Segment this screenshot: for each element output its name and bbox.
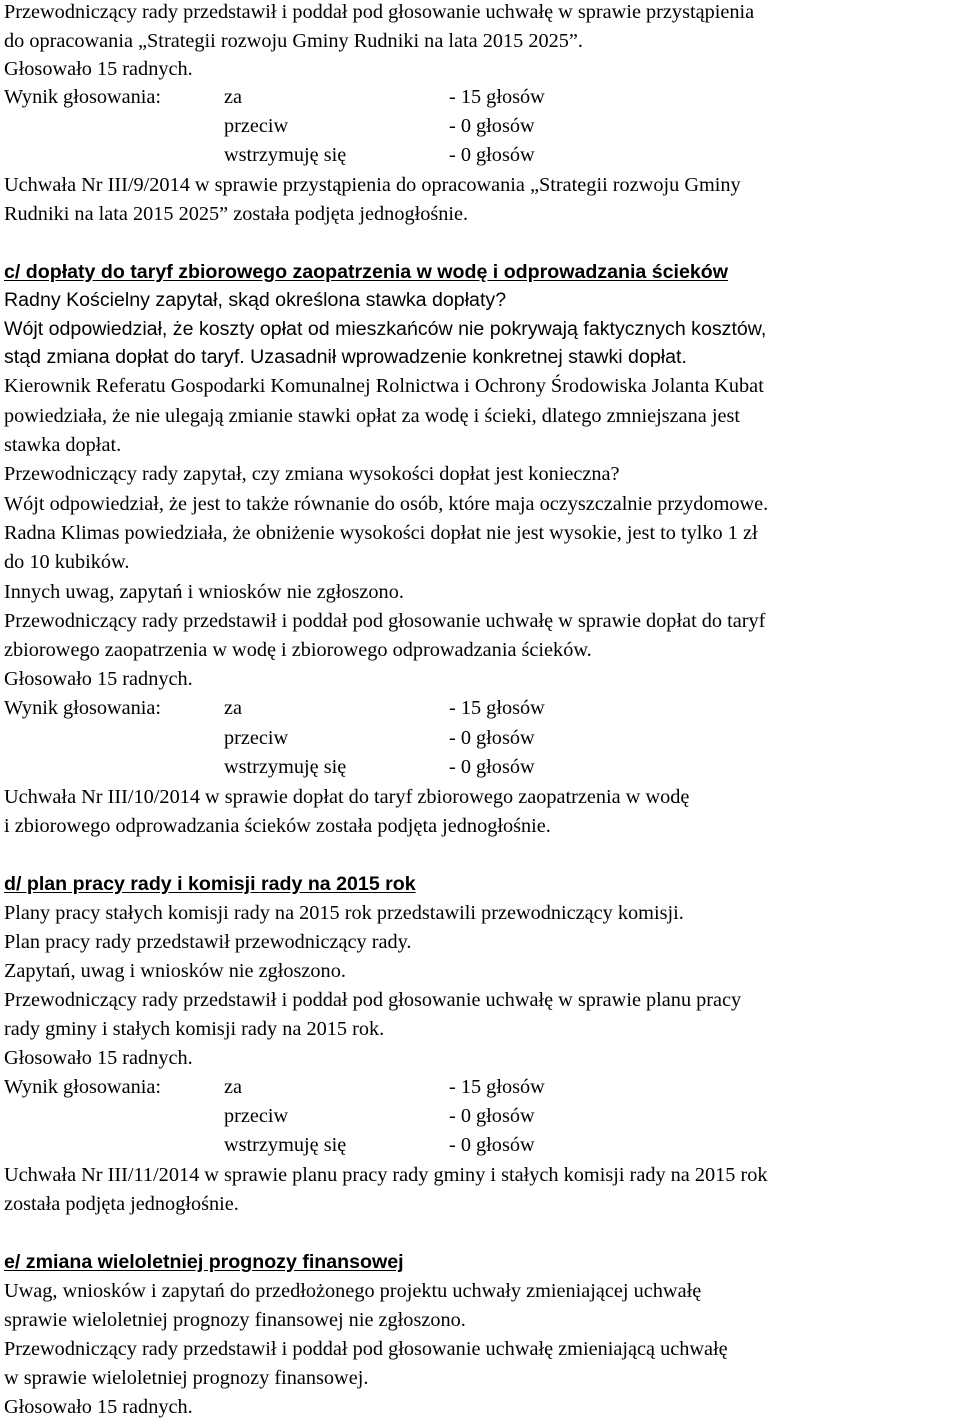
paragraph-line: Uwag, wniosków i zapytań do przedłożonego projektu uchwały zmieniającej uchwałę [4, 1280, 702, 1302]
vote-option: przeciw [224, 115, 289, 137]
vote-count: - 15 głosów [449, 697, 545, 719]
paragraph-line: Radna Klimas powiedziała, że obniżenie wysokości dopłat nie jest wysokie, jest to tylko 1 zł [4, 522, 758, 544]
paragraph-line: Wójt odpowiedział, że koszty opłat od mieszkańców nie pokrywają faktycznych kosztów, [4, 318, 767, 340]
paragraph-line: sprawie wieloletniej prognozy finansowej nie zgłoszono. [4, 1309, 466, 1331]
resolution-line: Uchwała Nr III/9/2014 w sprawie przystąpienia do opracowania „Strategii rozwoju Gminy [4, 174, 741, 196]
vote-count: - 0 głosów [449, 144, 535, 166]
section-heading: c/ dopłaty do taryf zbiorowego zaopatrzenia w wodę i odprowadzania ścieków [4, 261, 728, 283]
paragraph-line: Przewodniczący rady przedstawił i poddał pod głosowanie uchwałę zmieniającą uchwałę [4, 1338, 728, 1360]
vote-count: - 0 głosów [449, 1105, 535, 1127]
vote-result-row [4, 141, 604, 170]
paragraph-line: Przewodniczący rady przedstawił i poddał pod głosowanie uchwałę w sprawie dopłat do taryf [4, 610, 766, 632]
paragraph-line: rady gminy i stałych komisji rady na 2015 rok. [4, 1018, 385, 1040]
paragraph-line: Kierownik Referatu Gospodarki Komunalnej Rolnictwa i Ochrony Środowiska Jolanta Kubat [4, 375, 764, 397]
vote-count: - 15 głosów [449, 1076, 545, 1098]
paragraph-line: Głosowało 15 radnych. [4, 668, 193, 690]
paragraph-line: Głosowało 15 radnych. [4, 1047, 193, 1069]
vote-result-row [4, 724, 604, 753]
vote-option: za [224, 86, 243, 108]
resolution-line: i zbiorowego odprowadzania ścieków została podjęta jednogłośnie. [4, 815, 551, 837]
vote-result-row [4, 1131, 604, 1160]
vote-result-row [4, 753, 604, 782]
resolution-line: została podjęta jednogłośnie. [4, 1193, 239, 1215]
paragraph-line: Przewodniczący rady przedstawił i poddał pod głosowanie uchwałę w sprawie przystąpienia [4, 1, 755, 23]
vote-label: Wynik głosowania: [4, 1076, 162, 1098]
paragraph-line: do opracowania „Strategii rozwoju Gminy Rudniki na lata 2015 2025”. [4, 30, 584, 52]
paragraph-line: Innych uwag, zapytań i wniosków nie zgłoszono. [4, 581, 404, 603]
paragraph-line: stąd zmiana dopłat do taryf. Uzasadnił wprowadzenie konkretnej stawki dopłat. [4, 346, 687, 368]
paragraph-line: Plan pracy rady przedstawił przewodniczący rady. [4, 931, 412, 953]
vote-option: przeciw [224, 727, 289, 749]
section-heading: d/ plan pracy rady i komisji rady na 2015 rok [4, 873, 416, 895]
paragraph-line: stawka dopłat. [4, 434, 122, 456]
paragraph-line: zbiorowego zaopatrzenia w wodę i zbiorowego odprowadzania ścieków. [4, 639, 592, 661]
vote-result-row [4, 1073, 604, 1102]
vote-option: za [224, 1076, 243, 1098]
paragraph-line: powiedziała, że nie ulegają zmianie stawki opłat za wodę i ścieki, dlatego zmniejszana jest [4, 405, 741, 427]
vote-label: Wynik głosowania: [4, 697, 162, 719]
vote-label: Wynik głosowania: [4, 86, 162, 108]
resolution-line: Uchwała Nr III/11/2014 w sprawie planu pracy rady gminy i stałych komisji rady na 2015 rok [4, 1164, 768, 1186]
resolution-line: Uchwała Nr III/10/2014 w sprawie dopłat do taryf zbiorowego zaopatrzenia w wodę [4, 786, 690, 808]
paragraph-line: Zapytań, uwag i wniosków nie zgłoszono. [4, 960, 346, 982]
section-heading: e/ zmiana wieloletniej prognozy finansowej [4, 1251, 404, 1273]
vote-count: - 0 głosów [449, 756, 535, 778]
vote-result-row [4, 112, 604, 141]
vote-option: wstrzymuję się [224, 144, 347, 166]
vote-count: - 0 głosów [449, 1134, 535, 1156]
vote-count: - 0 głosów [449, 727, 535, 749]
vote-option: wstrzymuję się [224, 756, 347, 778]
paragraph-line: Radny Kościelny zapytał, skąd określona stawka dopłaty? [4, 289, 507, 311]
vote-result-row [4, 694, 604, 723]
paragraph-line: Głosowało 15 radnych. [4, 1396, 193, 1418]
vote-count: - 0 głosów [449, 115, 535, 137]
vote-option: wstrzymuję się [224, 1134, 347, 1156]
vote-option: za [224, 697, 243, 719]
paragraph-line: do 10 kubików. [4, 551, 130, 573]
paragraph-line: Przewodniczący rady zapytał, czy zmiana wysokości dopłat jest konieczna? [4, 463, 620, 485]
paragraph-line: Plany pracy stałych komisji rady na 2015 rok przedstawili przewodniczący komisji. [4, 902, 684, 924]
resolution-line: Rudniki na lata 2015 2025” została podjęta jednogłośnie. [4, 203, 469, 225]
vote-option: przeciw [224, 1105, 289, 1127]
vote-result-row [4, 83, 604, 112]
paragraph-line: Głosowało 15 radnych. [4, 58, 193, 80]
paragraph-line: w sprawie wieloletniej prognozy finansowej. [4, 1367, 369, 1389]
paragraph-line: Przewodniczący rady przedstawił i poddał pod głosowanie uchwałę w sprawie planu pracy [4, 989, 742, 1011]
paragraph-line: Wójt odpowiedział, że jest to także równanie do osób, które maja oczyszczalnie przydomowe. [4, 493, 769, 515]
vote-result-row [4, 1102, 604, 1131]
vote-count: - 15 głosów [449, 86, 545, 108]
